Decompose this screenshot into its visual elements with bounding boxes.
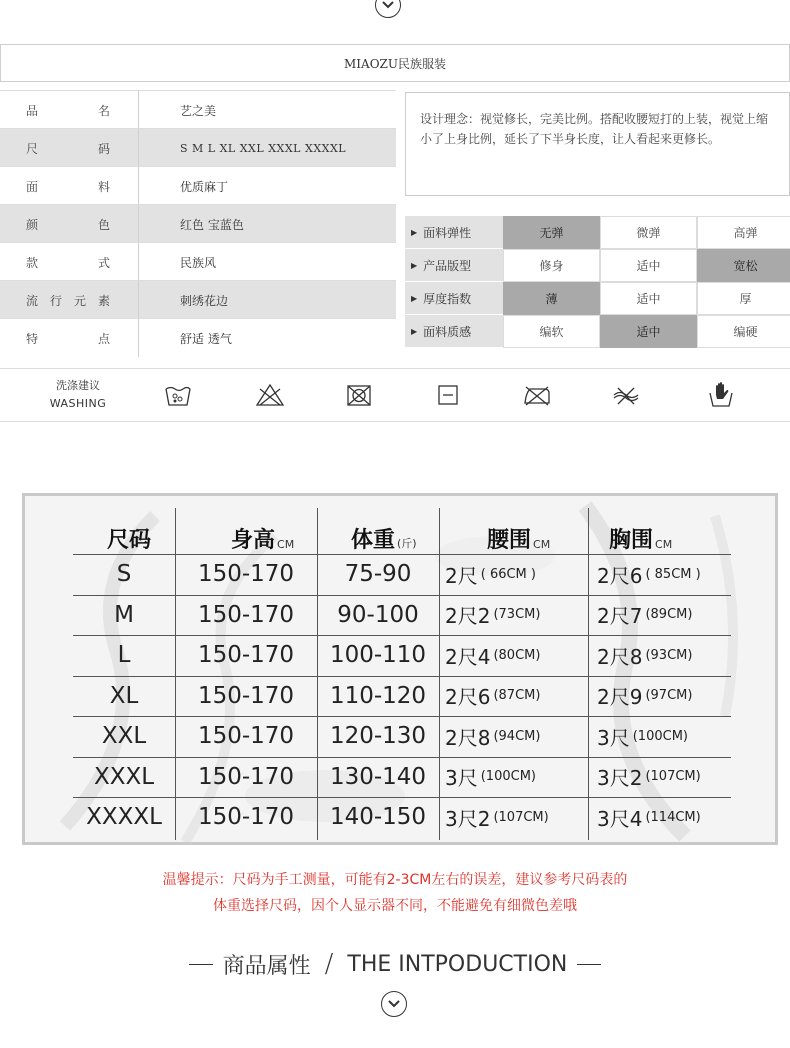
info-row — [0, 128, 396, 166]
size-header-unit: CM — [277, 538, 295, 551]
tip-line-1: 温馨提示：尺码为手工测量，可能有2-3CM左右的误差，建议参考尺码表的 — [162, 872, 628, 888]
info-divider — [138, 205, 139, 243]
info-label-char: 尺 — [26, 141, 39, 156]
info-divider — [138, 319, 139, 357]
scroll-down-top-icon[interactable] — [375, 0, 401, 18]
property-label — [405, 282, 503, 315]
size-waist-value: 2尺2 — [445, 604, 491, 628]
brand-title: MIAOZU民族服装 — [0, 44, 790, 82]
property-option: 微弹 — [600, 216, 697, 249]
info-label-char: 流 — [26, 293, 39, 308]
size-waist — [445, 716, 540, 756]
size-chest-cm: (114CM) — [645, 809, 701, 825]
size-waist-value: 2尺8 — [445, 725, 491, 750]
property-option: 编软 — [503, 315, 600, 348]
size-waist-cm: (107CM) — [493, 809, 549, 825]
size-label: M — [114, 601, 134, 628]
info-row — [0, 204, 396, 242]
hand-wash-only-icon — [706, 381, 736, 409]
info-label-char: 款 — [26, 255, 39, 270]
size-header-label: 体重 — [351, 528, 396, 553]
info-label-char: 特 — [26, 331, 39, 346]
triangle-icon: ▶ — [411, 227, 418, 237]
washing-instructions — [0, 368, 790, 422]
size-waist-value: 3尺 — [445, 766, 478, 790]
property-option: 无弹 — [503, 216, 600, 249]
size-chest-value: 2尺6 — [597, 563, 643, 588]
size-header — [487, 514, 550, 554]
size-weight: 90-100 — [337, 601, 419, 628]
size-chest-value: 3尺2 — [597, 766, 643, 790]
property-row — [405, 249, 790, 282]
info-label — [26, 205, 110, 243]
info-label-char: 素 — [97, 293, 110, 308]
size-header-unit: CM — [533, 538, 551, 551]
size-chart — [22, 493, 778, 845]
property-option: 修身 — [503, 249, 600, 282]
property-label-text: 面料质感 — [423, 324, 472, 339]
size-chest-value: 3尺 — [597, 725, 630, 750]
size-weight: 120-130 — [329, 723, 427, 749]
info-label-char: 名 — [97, 103, 110, 118]
size-chest-cm: (89CM) — [645, 607, 693, 622]
info-label — [26, 243, 110, 281]
property-option: 适中 — [600, 282, 697, 315]
size-chest-cm: ( 85CM ) — [645, 566, 701, 582]
size-chest — [597, 676, 692, 716]
size-waist — [445, 797, 549, 837]
size-chest-value: 2尺7 — [597, 604, 643, 628]
design-concept-box: 设计理念：视觉修长，完美比例。搭配收腰短打的上装，视觉上缩小了上身比例，延长了下半身长度，让人看起来更修长。 — [405, 92, 790, 196]
size-chest — [597, 595, 692, 635]
size-col-line — [439, 508, 440, 840]
property-option: 薄 — [503, 282, 600, 315]
info-row — [0, 166, 396, 204]
triangle-icon: ▶ — [411, 326, 418, 336]
size-label: L — [117, 642, 131, 668]
property-label-text: 面料弹性 — [423, 225, 472, 240]
info-value: 舒适 透气 — [180, 331, 232, 346]
no-iron-icon — [522, 381, 552, 409]
size-waist-cm: (94CM) — [493, 728, 541, 744]
size-waist — [445, 554, 536, 594]
info-value: S M L XL XXL XXXL XXXXL — [180, 141, 347, 155]
size-chest — [597, 716, 688, 756]
info-divider — [138, 167, 139, 205]
intro-dash-right — [577, 964, 601, 965]
size-chest-value: 2尺8 — [597, 644, 643, 669]
info-row — [0, 318, 396, 356]
info-label-char: 式 — [97, 255, 110, 270]
property-label — [405, 315, 503, 348]
tip-line-2: 体重选择尺码，因个人显示器不同，不能避免有细微色差哦 — [213, 898, 577, 914]
property-row — [405, 315, 790, 348]
size-height: 150-170 — [197, 723, 295, 749]
info-label-char: 点 — [97, 331, 110, 346]
size-label: XXXL — [93, 763, 155, 790]
size-waist-value: 2尺4 — [445, 644, 491, 669]
size-chest-cm: (100CM) — [632, 728, 688, 744]
info-label — [26, 91, 110, 129]
property-row — [405, 282, 790, 315]
property-option: 适中 — [600, 315, 697, 348]
property-option: 厚 — [697, 282, 790, 315]
scroll-down-bottom-icon[interactable] — [381, 991, 407, 1017]
size-waist-cm: (73CM) — [493, 607, 541, 622]
info-label-char: 元 — [73, 293, 86, 308]
size-label: XXL — [101, 723, 147, 749]
property-label-text: 厚度指数 — [423, 291, 472, 306]
info-label-char: 料 — [97, 179, 110, 194]
intro-title-cn: 商品属性 — [222, 953, 311, 979]
info-label-char: 行 — [49, 293, 62, 308]
info-label-char: 颜 — [26, 217, 39, 232]
info-label — [26, 167, 110, 205]
size-header-label: 身高 — [231, 528, 276, 553]
size-waist — [445, 635, 540, 675]
size-waist — [445, 676, 540, 716]
property-label — [405, 249, 503, 282]
hand-wash-icon — [163, 381, 193, 409]
intro-title-en: THE INTPODUCTION — [347, 951, 568, 977]
size-header-unit: CM — [655, 538, 673, 551]
size-weight: 130-140 — [329, 763, 427, 790]
info-divider — [138, 129, 139, 167]
size-height: 150-170 — [197, 642, 295, 668]
size-height: 150-170 — [197, 682, 295, 709]
info-value: 红色 宝蓝色 — [180, 217, 244, 232]
triangle-icon: ▶ — [411, 260, 418, 270]
size-waist — [445, 595, 540, 635]
size-chest-cm: (97CM) — [645, 688, 693, 703]
size-chest — [597, 757, 701, 797]
size-height: 150-170 — [197, 601, 295, 628]
info-row — [0, 242, 396, 280]
size-header-unit: (斤) — [397, 537, 417, 550]
info-label — [26, 319, 110, 357]
size-header — [609, 514, 672, 554]
introduction-heading — [0, 946, 790, 982]
intro-dash-left — [189, 964, 213, 965]
size-weight: 140-150 — [329, 804, 427, 830]
size-waist-value: 2尺 — [445, 563, 478, 588]
size-chest-cm: (107CM) — [645, 769, 701, 784]
size-waist-cm: ( 66CM ) — [480, 566, 536, 582]
info-label-char: 色 — [97, 217, 110, 232]
size-height: 150-170 — [197, 763, 295, 790]
info-label — [26, 129, 110, 167]
size-header — [107, 514, 151, 554]
info-value: 艺之美 — [180, 103, 217, 118]
size-waist-cm: (100CM) — [480, 769, 536, 784]
size-waist-cm: (87CM) — [493, 688, 541, 703]
no-bleach-icon — [255, 381, 285, 409]
property-option: 宽松 — [697, 249, 790, 282]
property-option: 适中 — [600, 249, 697, 282]
info-value: 刺绣花边 — [180, 293, 229, 308]
size-chest-value: 2尺9 — [597, 685, 643, 709]
intro-slash: / — [324, 949, 334, 979]
info-label-char: 码 — [97, 141, 110, 156]
no-dry-clean-icon — [611, 381, 641, 409]
info-label — [26, 281, 110, 319]
size-waist-value: 3尺2 — [445, 806, 491, 831]
size-height: 150-170 — [197, 561, 295, 587]
size-header-label: 胸围 — [609, 528, 654, 553]
washing-label-cn: 洗涤建议 — [56, 379, 100, 392]
size-waist — [445, 757, 536, 797]
size-col-line — [588, 508, 589, 840]
property-option: 编硬 — [697, 315, 790, 348]
info-value: 优质麻丁 — [180, 179, 229, 194]
property-label-text: 产品版型 — [423, 258, 472, 273]
property-row — [405, 216, 790, 249]
info-divider — [138, 91, 139, 129]
no-tumble-dry-icon — [344, 381, 374, 409]
info-row — [0, 90, 396, 128]
size-chest — [597, 635, 692, 675]
washing-label-en: WASHING — [49, 397, 107, 410]
info-divider — [138, 243, 139, 281]
size-header-label: 尺码 — [107, 528, 152, 553]
size-chest-cm: (93CM) — [645, 647, 693, 663]
info-value: 民族风 — [180, 255, 217, 270]
size-weight: 75-90 — [344, 561, 412, 587]
property-label — [405, 216, 503, 249]
info-label-char: 品 — [26, 103, 39, 118]
size-label: S — [116, 561, 132, 587]
size-waist-value: 2尺6 — [445, 685, 491, 709]
flat-dry-icon — [433, 381, 463, 409]
size-label: XL — [109, 682, 139, 709]
size-waist-cm: (80CM) — [493, 647, 541, 663]
size-label: XXXXL — [86, 804, 162, 830]
property-option: 高弹 — [697, 216, 790, 249]
washing-label — [30, 377, 126, 410]
info-row — [0, 280, 396, 318]
size-chest — [597, 797, 701, 837]
size-header-label: 腰围 — [487, 528, 532, 553]
info-divider — [138, 281, 139, 319]
size-chest — [597, 554, 701, 594]
triangle-icon: ▶ — [411, 293, 418, 303]
info-label-char: 面 — [26, 179, 39, 194]
size-chest-value: 3尺4 — [597, 806, 643, 831]
size-weight: 110-120 — [329, 682, 427, 709]
size-header — [231, 514, 294, 554]
size-weight: 100-110 — [329, 642, 427, 668]
size-header — [351, 514, 417, 554]
size-height: 150-170 — [197, 804, 295, 830]
